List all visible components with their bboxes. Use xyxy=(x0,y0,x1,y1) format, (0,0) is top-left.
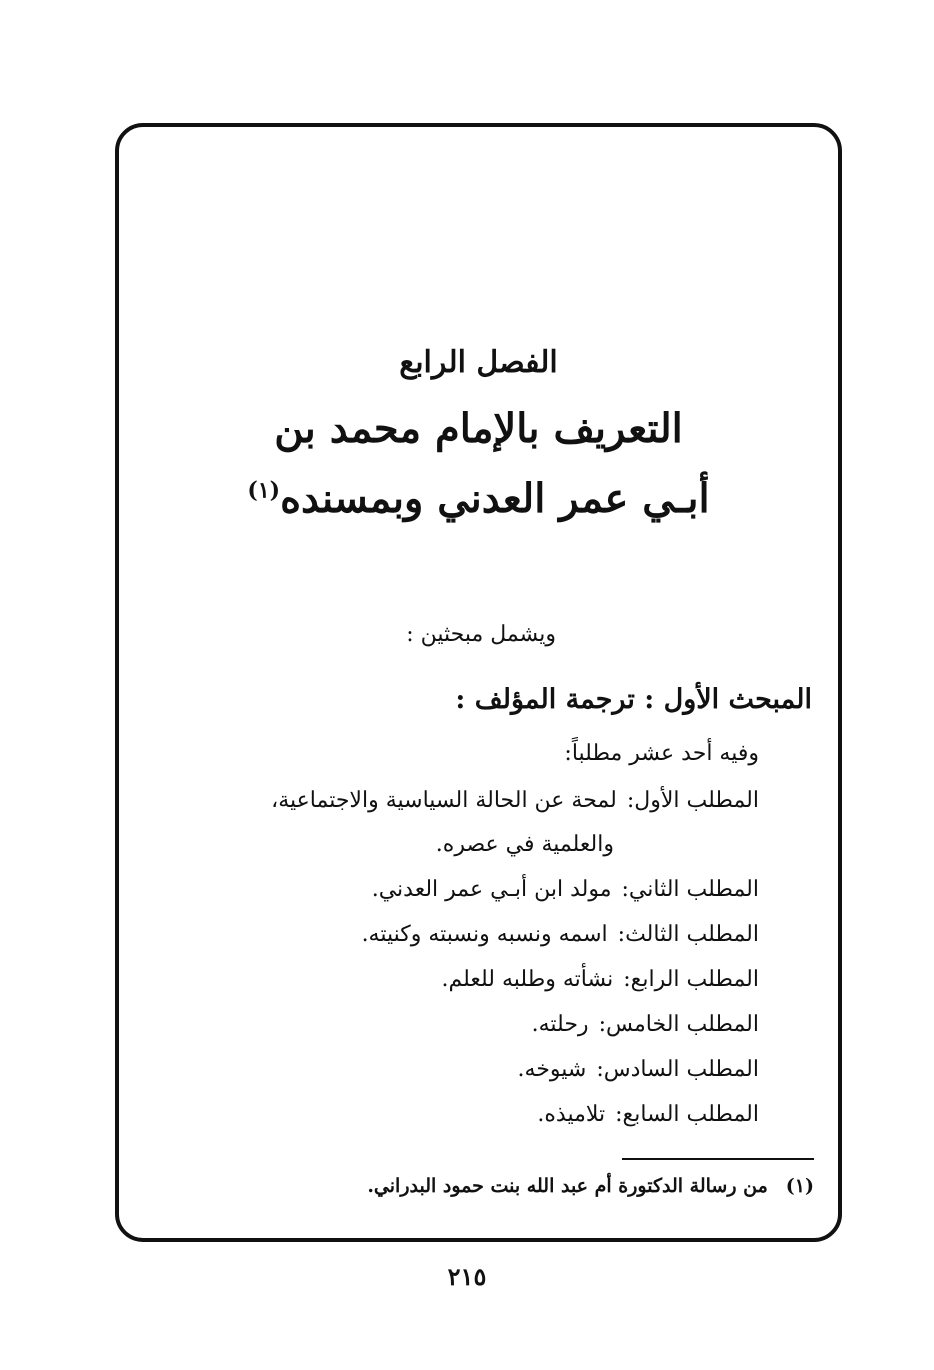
item-text: تلاميذه. xyxy=(537,1102,606,1127)
item-label: المطلب السابع: xyxy=(615,1102,759,1127)
item-text: لمحة عن الحالة السياسية والاجتماعية، xyxy=(271,788,617,813)
chapter-title-line-2 xyxy=(115,475,842,522)
list-item xyxy=(271,788,759,813)
footnote-number: (١) xyxy=(785,1175,814,1197)
item-label: المطلب الخامس: xyxy=(598,1012,759,1037)
item-text: مولد ابن أبـي عمر العدني. xyxy=(371,877,612,902)
item-label: المطلب الثالث: xyxy=(617,922,759,947)
item-label: المطلب السادس: xyxy=(596,1057,759,1082)
item-text: نشأته وطلبه للعلم. xyxy=(441,967,614,992)
list-item xyxy=(537,1102,759,1127)
footnote-text: من رسالة الدكتورة أم عبد الله بنت حمود البدراني. xyxy=(367,1175,768,1197)
item-label: المطلب الثاني: xyxy=(621,877,759,902)
chapter-title-line-1: التعريف بالإمام محمد بن xyxy=(274,405,683,452)
chapter-title-text: أبـي عمر العدني وبمسنده xyxy=(280,475,710,522)
list-item xyxy=(362,922,759,947)
list-item xyxy=(441,967,759,992)
item-text: رحلته. xyxy=(531,1012,589,1037)
footnote xyxy=(367,1175,814,1197)
page-number: ٢١٥ xyxy=(447,1262,487,1291)
intro-text: ويشمل مبحثين : xyxy=(406,622,556,647)
item-text: والعلمية في عصره. xyxy=(435,832,614,857)
chapter-label: الفصل الرابع xyxy=(399,345,558,380)
item-label: المطلب الأول: xyxy=(626,788,759,813)
list-item xyxy=(532,1012,759,1037)
item-text: اسمه ونسبه ونسبته وكنيته. xyxy=(361,922,608,947)
list-item-continuation xyxy=(436,832,614,857)
section-sub-intro: وفيه أحد عشر مطلباً: xyxy=(564,741,759,766)
item-label: المطلب الرابع: xyxy=(623,967,759,992)
list-item xyxy=(518,1057,760,1082)
section-heading: المبحث الأول : ترجمة المؤلف : xyxy=(455,684,812,715)
list-item xyxy=(372,877,759,902)
footnote-divider xyxy=(622,1158,814,1160)
footnote-marker: (١) xyxy=(247,477,281,504)
item-text: شيوخه. xyxy=(517,1057,587,1082)
